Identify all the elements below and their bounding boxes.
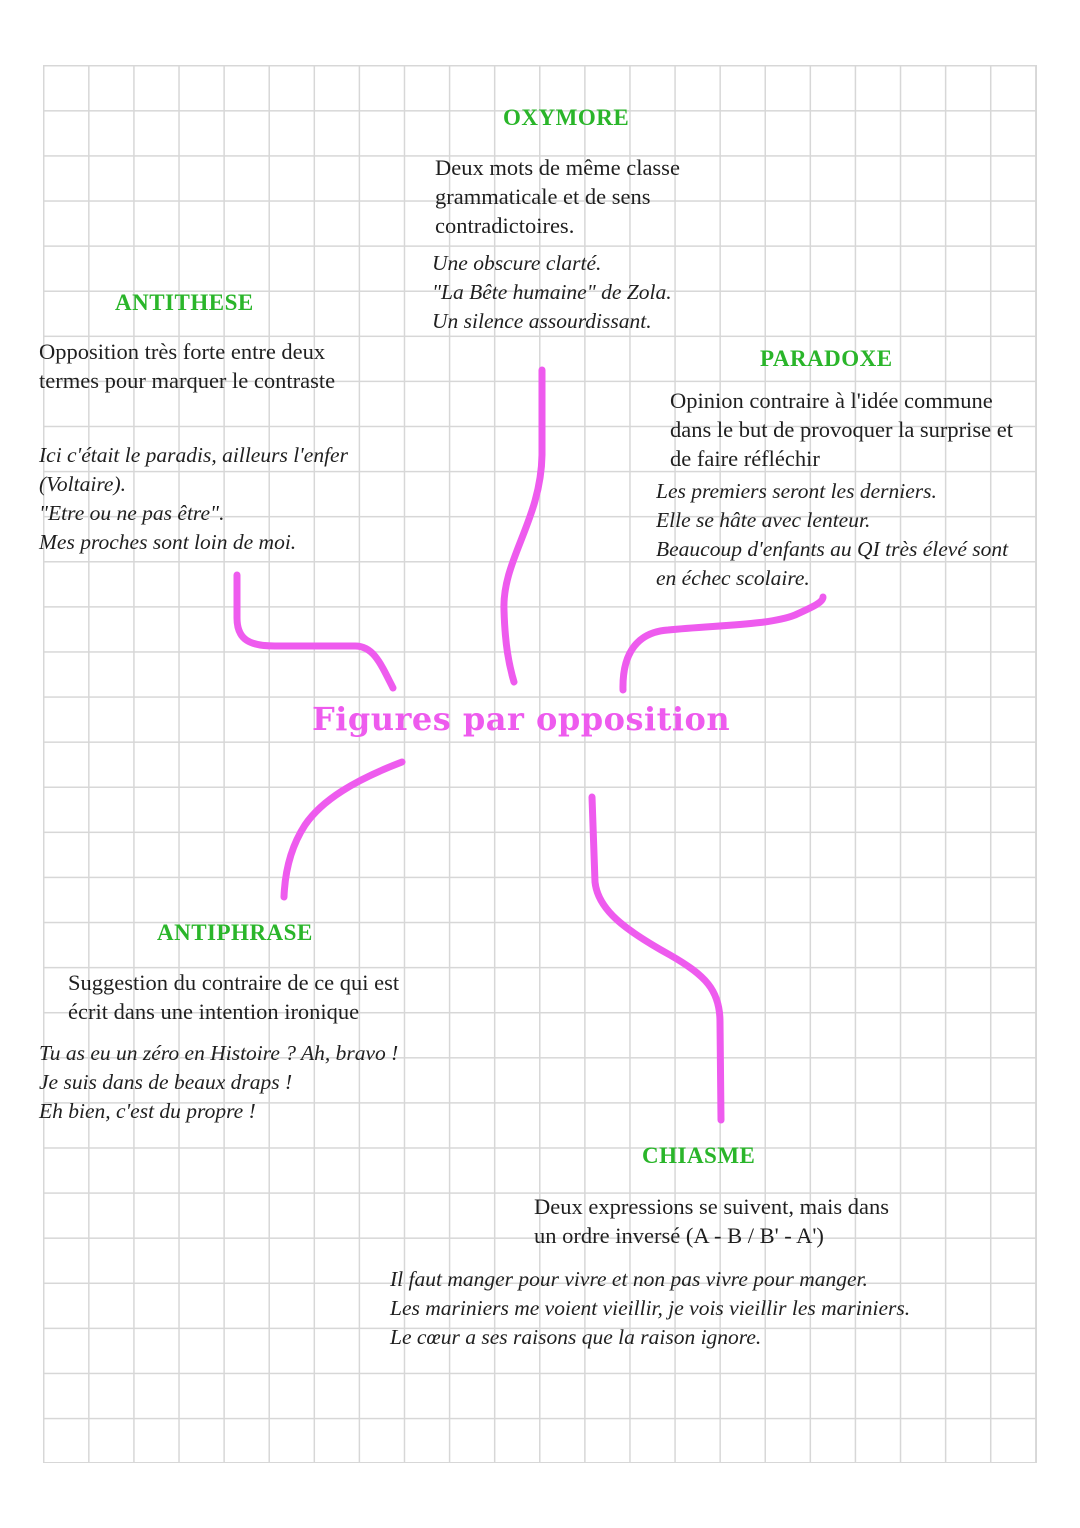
example-line: Le cœur a ses raisons que la raison ignore. (390, 1325, 762, 1349)
definition-line: un ordre inversé (A - B / B' - A') (534, 1223, 824, 1248)
example-line: Il faut manger pour vivre et non pas vivre pour manger. (390, 1267, 868, 1291)
example-line: Les mariniers me voient vieillir, je vois vieillir les mariniers. (390, 1296, 911, 1320)
example-line: "Etre ou ne pas être". (39, 501, 225, 525)
example-line: Une obscure clarté. (432, 251, 602, 275)
oxymore-heading: OXYMORE (503, 105, 630, 130)
branch-paradoxe (623, 597, 823, 690)
example-line: "La Bête humaine" de Zola. (432, 280, 672, 304)
example-line: Elle se hâte avec lenteur. (656, 508, 871, 532)
paradoxe-heading: PARADOXE (760, 346, 893, 371)
chiasme-definition (534, 1192, 889, 1250)
antiphrase-examples (39, 1039, 398, 1126)
antiphrase-heading: ANTIPHRASE (157, 920, 313, 945)
definition-line: Suggestion du contraire de ce qui est (68, 970, 400, 995)
branch-oxymore (504, 370, 542, 682)
definition-line: écrit dans une intention ironique (68, 999, 360, 1024)
definition-line: dans le but de provoquer la surprise et (670, 417, 1014, 442)
antithese-heading: ANTITHESE (115, 290, 254, 315)
example-line: Ici c'était le paradis, ailleurs l'enfer (39, 443, 348, 467)
definition-line: grammaticale et de sens (435, 184, 651, 209)
paradoxe-definition (670, 386, 1013, 473)
example-line: Je suis dans de beaux draps ! (39, 1070, 293, 1094)
example-line: en échec scolaire. (656, 566, 810, 590)
example-line: Eh bien, c'est du propre ! (39, 1099, 256, 1123)
antithese-examples (39, 441, 348, 557)
example-line: Les premiers seront les derniers. (656, 479, 937, 503)
chiasme-examples (390, 1265, 910, 1352)
definition-line: Deux expressions se suivent, mais dans (534, 1194, 889, 1219)
definition-line: Deux mots de même classe (435, 155, 680, 180)
example-line: Mes proches sont loin de moi. (39, 530, 297, 554)
branch-antithese (237, 575, 393, 688)
branch-chiasme (592, 797, 721, 1120)
definition-line: Opinion contraire à l'idée commune (670, 388, 993, 413)
oxymore-definition (435, 153, 680, 240)
definition-line: Opposition très forte entre deux (39, 339, 326, 364)
example-line: Beaucoup d'enfants au QI très élevé sont (656, 537, 1009, 561)
antithese-definition (39, 337, 335, 395)
branch-antiphrase (284, 762, 402, 897)
example-line: Tu as eu un zéro en Histoire ? Ah, bravo ! (39, 1041, 399, 1065)
definition-line: termes pour marquer le contraste (39, 368, 336, 393)
mind-map-title: Figures par opposition (312, 700, 731, 738)
definition-line: de faire réfléchir (670, 446, 820, 471)
example-line: Un silence assourdissant. (432, 309, 652, 333)
antiphrase-definition (68, 968, 399, 1026)
example-line: (Voltaire). (39, 472, 126, 496)
paradoxe-examples (656, 477, 1080, 593)
oxymore-examples (432, 249, 672, 336)
chiasme-heading: CHIASME (642, 1143, 756, 1168)
definition-line: contradictoires. (435, 213, 575, 238)
